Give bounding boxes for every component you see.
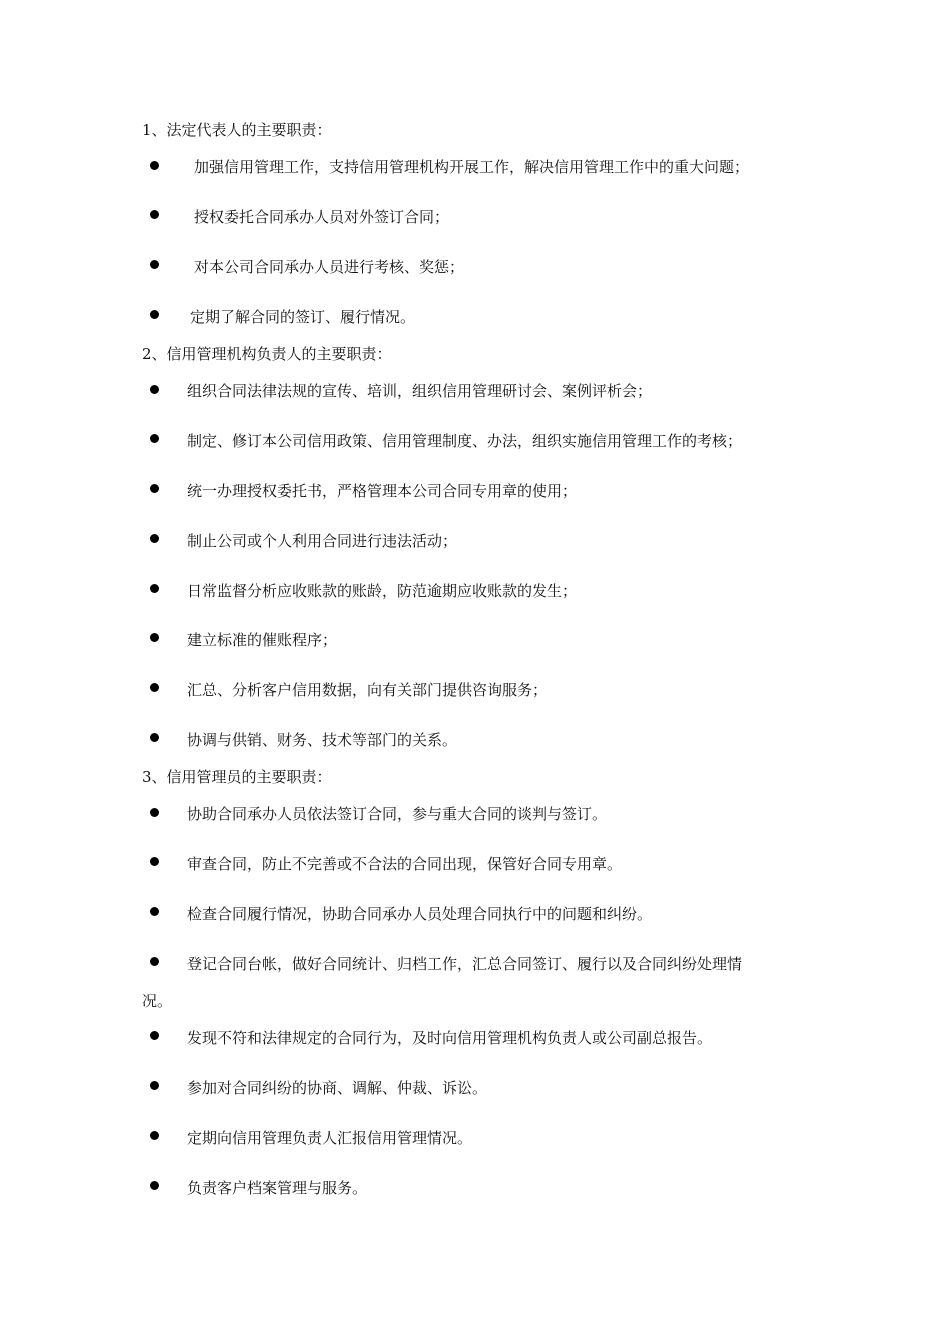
bullet-icon: [150, 1181, 159, 1190]
list-item: 日常监督分析应收账款的账龄，防范逾期应收账款的发生；: [187, 582, 578, 600]
list-item: 授权委托合同承办人员对外签订合同；: [194, 208, 450, 226]
bullet-icon: [150, 733, 159, 742]
list-item: 登记合同台帐，做好合同统计、归档工作，汇总合同签订、履行以及合同纠纷处理情: [187, 955, 743, 973]
list-item: 协助合同承办人员依法签订合同，参与重大合同的谈判与签订。: [187, 805, 608, 823]
bullet-icon: [150, 808, 159, 817]
list-item: 制止公司或个人利用合同进行违法活动；: [187, 532, 458, 550]
bullet-icon: [150, 1031, 159, 1040]
bullet-icon: [150, 161, 159, 170]
bullet-icon: [150, 434, 159, 443]
bullet-icon: [150, 260, 159, 269]
bullet-icon: [150, 907, 159, 916]
list-item: 汇总、分析客户信用数据，向有关部门提供咨询服务；: [187, 681, 548, 699]
bullet-icon: [150, 1131, 159, 1140]
bullet-icon: [150, 1081, 159, 1090]
list-item: 负责客户档案管理与服务。: [187, 1179, 368, 1197]
bullet-icon: [150, 857, 159, 866]
list-item: 检查合同履行情况，协助合同承办人员处理合同执行中的问题和纠纷。: [187, 905, 653, 923]
list-item: 建立标准的催账程序；: [187, 631, 338, 649]
list-item: 组织合同法律法规的宣传、培训，组织信用管理研讨会、案例评析会；: [187, 382, 653, 400]
bullet-icon: [150, 210, 159, 219]
bullet-icon: [150, 633, 159, 642]
bullet-icon: [150, 310, 159, 319]
section-2-heading: 2、信用管理机构负责人的主要职责：: [142, 345, 392, 363]
list-item: 参加对合同纠纷的协商、调解、仲裁、诉讼。: [187, 1079, 488, 1097]
list-item: 定期向信用管理负责人汇报信用管理情况。: [187, 1129, 473, 1147]
list-item: 对本公司合同承办人员进行考核、奖惩；: [194, 258, 465, 276]
list-item: 定期了解合同的签订、履行情况。: [190, 308, 416, 326]
bullet-icon: [150, 484, 159, 493]
bullet-icon: [150, 385, 159, 394]
section-3-heading: 3、信用管理员的主要职责：: [142, 768, 332, 786]
section-1-heading: 1、法定代表人的主要职责：: [142, 121, 332, 139]
list-item: 加强信用管理工作，支持信用管理机构开展工作，解决信用管理工作中的重大问题；: [194, 158, 750, 176]
list-item: 制定、修订本公司信用政策、信用管理制度、办法，组织实施信用管理工作的考核；: [187, 432, 743, 450]
list-item: 协调与供销、财务、技术等部门的关系。: [187, 731, 458, 749]
bullet-icon: [150, 584, 159, 593]
bullet-icon: [150, 534, 159, 543]
list-item-continuation: 况。: [142, 992, 173, 1010]
list-item: 发现不符和法律规定的合同行为，及时向信用管理机构负责人或公司副总报告。: [187, 1029, 713, 1047]
bullet-icon: [150, 957, 159, 966]
list-item: 审查合同，防止不完善或不合法的合同出现，保管好合同专用章。: [187, 855, 623, 873]
list-item: 统一办理授权委托书，严格管理本公司合同专用章的使用；: [187, 482, 578, 500]
bullet-icon: [150, 683, 159, 692]
